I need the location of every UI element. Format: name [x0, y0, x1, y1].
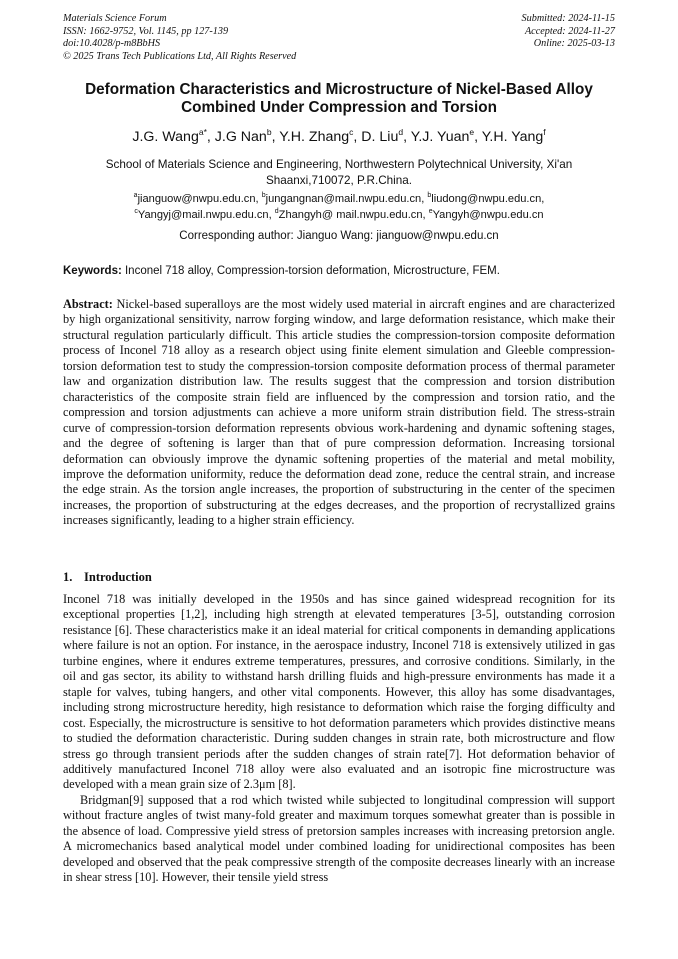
title-line-2: Combined Under Compression and Torsion [181, 99, 497, 116]
corresponding-author: Corresponding author: Jianguo Wang: jianguow@nwpu.edu.cn [179, 230, 499, 242]
author: Y.J. Yuan$^e$, [410, 127, 482, 145]
section-heading-introduction [63, 570, 152, 585]
journal-name: Materials Science Forum [63, 13, 167, 24]
author: D. Liu$^d$, [361, 127, 411, 145]
section-number: 1. [63, 570, 73, 584]
author: Y.H. Yang$^f$ [481, 127, 546, 145]
author-list [40, 128, 638, 146]
paper-title [55, 81, 623, 117]
issn-line: ISSN: 1662-9752, Vol. 1145, pp 127-139 [63, 25, 229, 37]
copyright-line: © 2025 Trans Tech Publications Ltd, All Rights Reserved [63, 50, 297, 62]
publication-dates [522, 13, 615, 51]
keywords-label: Keywords: [63, 265, 122, 277]
paragraph: Inconel 718 was initially developed in the 1950s and has since gained widespread recognition for its exceptional properties [1,2], including high strength at elevated temperatures [3-5], outstanding corrosion resistance [6]. These characteristics make it an ideal material for critical components in demanding applications where failure is not an option. For instance, in the aerospace industry, Inconel 718 is extensively utilized in gas turbine engines, where it endures extreme temperatures, pressures, and corrosive conditions. Similarly, in the oil and gas sector, its ability to withstand harsh drilling fluids and high-pressure environments has made it a staple for valves, tubing hangers, and other vital components. However, this alloy has some disadvantages, including strong microstructure heredity, high resistance to deformation which raise the forging difficulty and cost. Especially, the microstructure is sensitive to hot deformation parameters which provides distinctive means to studied the deformation characteristic. During sudden changes in strain rate, both microstructure and flow stress go through transient periods after the sudden changes of strain rate[7]. Hot deformation behavior of additively manufactured Inconel 718 alloy were also evaluated and an isotropic fine microstructure was developed with a mean grain size of 2.3μm [8]. [63, 592, 615, 792]
section-title: Introduction [84, 570, 152, 584]
email-link[interactable]: Yangyj@mail.nwpu.edu.cn, [137, 208, 275, 221]
email-link[interactable]: jianguow@nwpu.edu.cn, [137, 193, 262, 205]
keywords [63, 264, 615, 279]
paragraph: Bridgman[9] supposed that a rod which twisted while subjected to longitudinal compression will support without fracture angles of twist many‐fold greater and maximum torques somewhat greater than is possible in the absence of load. Compressive yield stress of pretorsion samples increases with increasing pretorsion angle. A micromechanics based analytical model under combined loading for unidirectional composites has been developed and observed that the peak compressive strength of the composite decreases linearly with an increase in shear stress [10]. However, their tensile yield stress [63, 792, 615, 885]
email-link[interactable]: jungangnan@mail.nwpu.edu.cn, [265, 193, 428, 205]
abstract [63, 297, 615, 529]
email-link[interactable]: liudong@nwpu.edu.cn, [431, 193, 545, 205]
email-line-1: $^a$jianguow@nwpu.edu.cn, $^b$jungangnan@mail.nwpu.edu.cn, $^b$liudong@nwpu.edu.cn, [133, 192, 545, 205]
affiliation-line-2: Shaanxi,710072, P.R.China. [266, 174, 412, 187]
affiliation-line-1: School of Materials Science and Engineering, Northwestern Polytechnical University, Xi'an [105, 158, 573, 171]
abstract-label: Abstract: [63, 297, 113, 311]
email-link[interactable]: Zhangyh@ mail.nwpu.edu.cn, [278, 208, 429, 221]
introduction-body [63, 592, 615, 886]
email-link[interactable]: Yangyh@nwpu.edu.cn [432, 208, 544, 221]
author: Y.H. Zhang$^c$, [279, 127, 362, 145]
abstract-text: Nickel-based superalloys are the most widely used material in aircraft engines and are characterized by high organizational sensitivity, narrow forging window, and large deformation resistance, which make their structural regulation particularly difficult. This article studies the compression-torsion composite deformation process of Inconel 718 alloy as a research object using finite element simulation and Gleeble compression-torsion deformation test to study the compression-torsion composite deformation process of thermal parameter law and organization distribution law. The results suggest that the compression and torsion distribution characteristics of the composite strain field are influenced by the compression and torsion ratio, and the compression and torsion adjustments can achieve a more uniform strain distribution field. The stress-strain curve of compression-torsion deformation represents obvious work-hardening and dynamic softening stages, and the degree of softening is larger than that of pure compression deformation. Increasing torsional deformation can obviously improve the dynamic softening properties of the material and metal mobility, improve the deformation uniformity, reduce the deformation dead zone, reduce the central strain, and increase the edge strain. As the torsion angle increases, the proportion of substructuring in the center of the specimen increases, the proportion of substructuring at the edges decreases, and the proportion of recrystallized grains increases significantly, leading to a higher strain efficiency. [63, 297, 615, 528]
author-emails [40, 192, 638, 223]
doi-line: doi:10.4028/p-m8BbHS [63, 38, 161, 49]
journal-info [63, 13, 296, 63]
author: J.G. Wang$^{a*}$, [132, 127, 215, 145]
accepted-date: Accepted: 2024-11-27 [524, 25, 615, 37]
affiliation [75, 157, 603, 189]
title-line-1: Deformation Characteristics and Microstructure of Nickel-Based Alloy [85, 81, 593, 98]
author: J.G Nan$^b$, [214, 127, 280, 145]
email-line-2: $^c$Yangyj@mail.nwpu.edu.cn, $^d$Zhangyh@ mail.nwpu.edu.cn, $^e$Yangyh@nwpu.edu.cn [134, 207, 544, 221]
keywords-text: Inconel 718 alloy, Compression-torsion deformation, Microstructure, FEM. [121, 265, 500, 277]
online-date: Online: 2025-03-13 [533, 38, 615, 49]
submitted-date: Submitted: 2024-11-15 [521, 13, 615, 24]
